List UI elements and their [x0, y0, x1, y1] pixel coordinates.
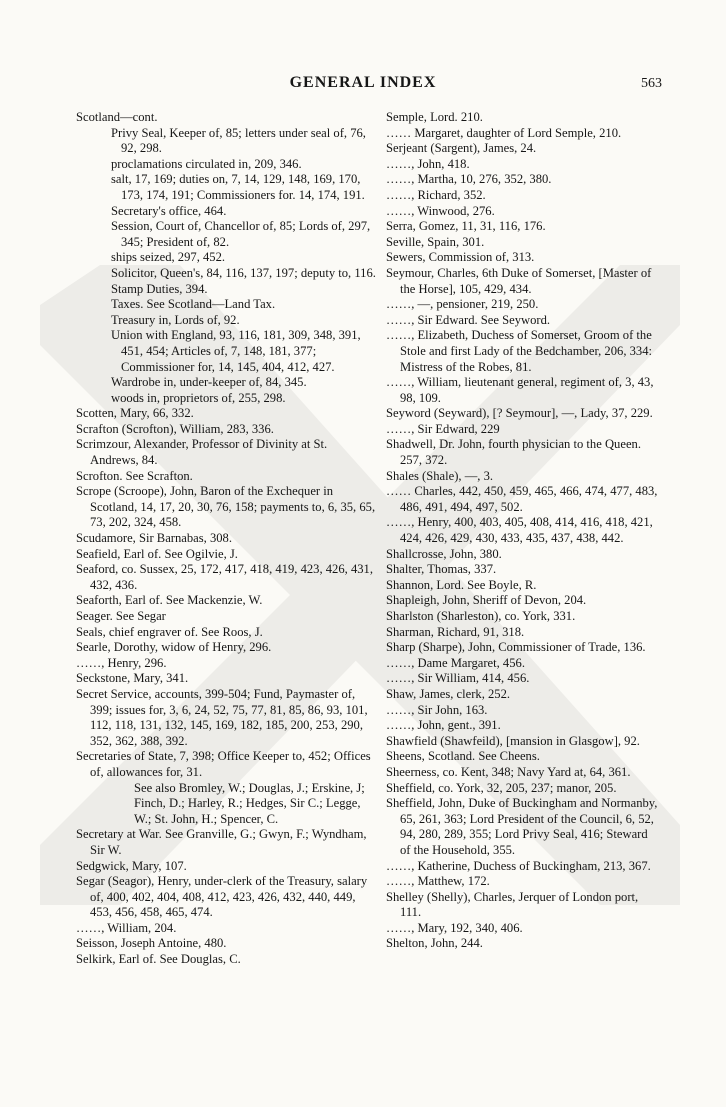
page-title: GENERAL INDEX — [289, 74, 437, 91]
index-entry: …… Charles, 442, 450, 459, 465, 466, 474, 477, 483, 486, 491, 494, 497, 502. — [386, 484, 658, 514]
index-entry: ……, William, 204. — [76, 920, 177, 935]
index-entry: ……, Katherine, Duchess of Buckingham, 213, 367. — [386, 858, 651, 873]
index-entry: Union with England, 93, 116, 181, 309, 348, 391, 451, 454; Articles of, 7, 148, 181, 377; Commissioner for, 14, 145, 404, 412, 427. — [111, 328, 361, 374]
index-entry: Shaw, James, clerk, 252. — [386, 686, 511, 701]
index-entry: Shannon, Lord. See Boyle, R. — [386, 577, 537, 592]
index-entry: Serra, Gomez, 11, 31, 116, 176. — [386, 219, 546, 234]
index-entry: ……, John, 418. — [386, 156, 470, 171]
index-entry: Seafield, Earl of. See Ogilvie, J. — [76, 546, 238, 561]
index-entry: Secretaries of State, 7, 398; Office Keeper to, 452; Offices of, allowances for, 31. — [76, 749, 371, 779]
index-entry: Scrofton. See Scrafton. — [76, 468, 193, 483]
index-entry: Selkirk, Earl of. See Douglas, C. — [76, 952, 241, 967]
index-entry: Searle, Dorothy, widow of Henry, 296. — [76, 640, 272, 655]
index-entry: Semple, Lord. 210. — [386, 110, 483, 124]
index-entry: Secretary at War. See Granville, G.; Gwyn, F.; Wyndham, Sir W. — [76, 827, 367, 857]
index-entry: Solicitor, Queen's, 84, 116, 137, 197; deputy to, 116. — [111, 265, 376, 280]
index-entry: Shales (Shale), —, 3. — [386, 468, 494, 483]
index-entry: Secretary's office, 464. — [111, 203, 227, 218]
index-entry: ……, William, lieutenant general, regiment of, 3, 43, 98, 109. — [386, 375, 654, 405]
index-entry: ……, Sir Edward. See Seyword. — [386, 312, 551, 327]
index-entry: Segar (Seagor), Henry, under-clerk of the Treasury, salary of, 400, 402, 404, 408, 412, 423, 426, 432, 440, 449, 453, 456, 458, 465, 474. — [76, 874, 368, 920]
index-entry: …… Margaret, daughter of Lord Semple, 210. — [386, 125, 622, 140]
index-entry: ……, Winwood, 276. — [386, 203, 495, 218]
index-entry: Seisson, Joseph Antoine, 480. — [76, 936, 227, 951]
index-entry: Sewers, Commission of, 313. — [386, 250, 535, 265]
index-entry: ……, —, pensioner, 219, 250. — [386, 297, 539, 312]
index-entry: Shelton, John, 244. — [386, 936, 483, 951]
index-entry: Seals, chief engraver of. See Roos, J. — [76, 624, 263, 639]
index-entry: Scotland—cont. — [76, 110, 158, 124]
index-entry: ships seized, 297, 452. — [111, 250, 226, 265]
index-entry: Shadwell, Dr. John, fourth physician to the Queen. 257, 372. — [386, 437, 641, 468]
index-entry: ……, Martha, 10, 276, 352, 380. — [386, 172, 552, 187]
index-entry: Taxes. See Scotland—Land Tax. — [111, 297, 276, 312]
page-header — [0, 74, 726, 98]
index-entry: Session, Court of, Chancellor of, 85; Lords of, 297, 345; President of, 82. — [111, 219, 371, 249]
index-entry: See also Bromley, W.; Douglas, J.; Erskine, J; Finch, D.; Harley, R.; Hedges, Sir C.; Legge, W.; St. John, H.; Spencer, C. — [134, 780, 365, 826]
index-entry: Serjeant (Sargent), James, 24. — [386, 141, 537, 156]
index-entry: ……, Sir Edward, 229 — [386, 421, 500, 436]
index-entry: Seckstone, Mary, 341. — [76, 671, 189, 686]
page-number: 563 — [641, 76, 662, 91]
index-entry: Scotten, Mary, 66, 332. — [76, 406, 194, 421]
index-entry: Shalter, Thomas, 337. — [386, 562, 497, 577]
index-entry: Seyword (Seyward), [? Seymour], —, Lady, 37, 229. — [386, 406, 653, 421]
index-entry: Sheffield, co. York, 32, 205, 237; manor, 205. — [386, 780, 617, 795]
index-entry: Stamp Duties, 394. — [111, 281, 208, 296]
index-entry: ……, Sir John, 163. — [386, 702, 488, 717]
index-entry: Seaford, co. Sussex, 25, 172, 417, 418, 419, 423, 426, 431, 432, 436. — [76, 562, 373, 592]
index-entry: Seaforth, Earl of. See Mackenzie, W. — [76, 593, 263, 608]
index-entry: Scudamore, Sir Barnabas, 308. — [76, 531, 232, 546]
index-entry: Sheerness, co. Kent, 348; Navy Yard at, 64, 361. — [386, 764, 631, 779]
index-entry: salt, 17, 169; duties on, 7, 14, 129, 148, 169, 170, 173, 174, 191; Commissioners for. 14, 174, 191. — [111, 172, 365, 202]
index-entry: proclamations circulated in, 209, 346. — [111, 156, 302, 171]
index-entry: Sheffield, John, Duke of Buckingham and Normanby, 65, 261, 363; Lord President of the Council, 6, 52, 94, 280, 289, 355; Lord Privy Seal, 416; Steward of the Household, 355. — [386, 796, 658, 857]
index-entry: Seager. See Segar — [76, 609, 166, 623]
index-entry: ……, Matthew, 172. — [386, 874, 490, 889]
index-entry: ……, Mary, 192, 340, 406. — [386, 920, 523, 935]
index-column-left — [76, 110, 376, 968]
index-entry: Sharlston (Sharleston), co. York, 331. — [386, 609, 576, 623]
index-entry: Shallcrosse, John, 380. — [386, 546, 502, 561]
index-entry: woods in, proprietors of, 255, 298. — [111, 390, 286, 405]
index-column-right — [386, 110, 661, 952]
index-entry: ……, John, gent., 391. — [386, 718, 501, 733]
index-entry: ……, Richard, 352. — [386, 187, 486, 202]
index-entry: Seymour, Charles, 6th Duke of Somerset, [Master of the Horse], 105, 429, 434. — [386, 265, 652, 296]
index-entry: Sedgwick, Mary, 107. — [76, 858, 187, 873]
index-entry: ……, Henry, 296. — [76, 655, 167, 670]
index-entry: Shapleigh, John, Sheriff of Devon, 204. — [386, 593, 587, 608]
index-entry: Sheens, Scotland. See Cheens. — [386, 749, 540, 764]
index-entry: Treasury in, Lords of, 92. — [111, 312, 240, 327]
index-entry: ……, Sir William, 414, 456. — [386, 671, 530, 686]
index-entry: Sharman, Richard, 91, 318. — [386, 624, 525, 639]
index-entry: ……, Henry, 400, 403, 405, 408, 414, 416, 418, 421, 424, 426, 429, 430, 433, 435, 437, 438, 442. — [386, 515, 653, 546]
index-entry: Scrafton (Scrofton), William, 283, 336. — [76, 421, 274, 436]
index-entry: ……, Elizabeth, Duchess of Somerset, Groom of the Stole and first Lady of the Bedchamber, 206, 334: Mistress of the Robes, 81. — [386, 328, 653, 374]
index-entry: Secret Service, accounts, 399-504; Fund, Paymaster of, 399; issues for, 3, 6, 24, 52, 75, 77, 81, 85, 86, 93, 101, 112, 118, 131, 132, 145, 169, 182, 185, 200, 253, 290, 352, 362, 388, 392. — [76, 686, 368, 748]
index-entry: ……, Dame Margaret, 456. — [386, 655, 525, 670]
index-entry: Scrope (Scroope), John, Baron of the Exchequer in Scotland, 14, 17, 20, 30, 76, 158; payments to, 6, 35, 65, 73, 202, 324, 458. — [76, 484, 376, 530]
index-entry: Shawfield (Shawfeild), [mansion in Glasgow], 92. — [386, 733, 640, 748]
index-entry: Seville, Spain, 301. — [386, 234, 485, 249]
index-entry: Privy Seal, Keeper of, 85; letters under seal of, 76, 92, 298. — [111, 125, 366, 156]
index-entry: Shelley (Shelly), Charles, Jerquer of London port, 111. — [386, 889, 639, 920]
index-entry: Sharp (Sharpe), John, Commissioner of Trade, 136. — [386, 640, 646, 655]
index-entry: Wardrobe in, under-keeper of, 84, 345. — [111, 375, 307, 390]
index-entry: Scrimzour, Alexander, Professor of Divinity at St. Andrews, 84. — [76, 437, 328, 468]
